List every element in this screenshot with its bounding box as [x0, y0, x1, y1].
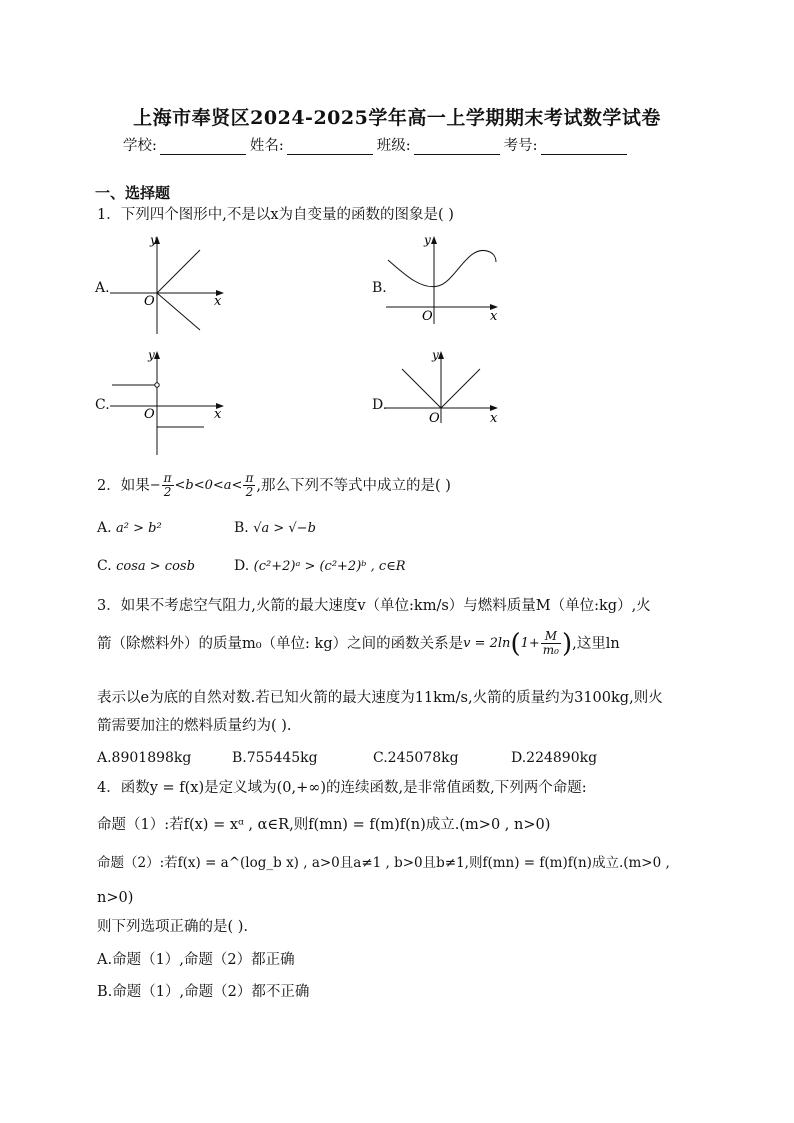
q1-c-x-label: x [214, 407, 222, 422]
q3-formula-one: 1+ [520, 635, 540, 651]
q1-option-d-label: D. [372, 397, 388, 413]
school-label: 学校: [123, 138, 157, 154]
q1-graph-d [386, 347, 501, 427]
q3-formula-pre: v = 2ln [463, 635, 511, 651]
section-title: 一、选择题 [95, 184, 171, 202]
q4-question: 则下列选项正确的是( ). [97, 919, 249, 935]
q1-b-x-label: x [490, 309, 498, 324]
q2-option-b[interactable]: B. √a > √−b [234, 520, 316, 536]
q3-line2b: ,这里ln [572, 635, 620, 652]
q1-a-y-label: y [150, 233, 157, 247]
q2-minus: − [149, 477, 161, 493]
class-label: 班级: [376, 138, 411, 154]
q4-line1: 4．函数y = f(x)是定义域为(0,+∞)的连续函数,是非常值函数,下列两个命题: [97, 780, 587, 796]
q3-option-a[interactable]: A.8901898kg [97, 750, 192, 766]
q2-pi-over-2-right: $\frac{\pi}{2}$ [245, 471, 254, 499]
name-label: 姓名: [249, 138, 284, 154]
q1-c-y-label: y [148, 348, 155, 362]
q3-option-b[interactable]: B.755445kg [232, 750, 318, 766]
q3-option-d[interactable]: D.224890kg [511, 750, 598, 766]
id-blank[interactable] [541, 140, 627, 155]
q1-d-x-label: x [490, 411, 498, 426]
q3-paren-left: ( [510, 628, 521, 659]
q4-prop2: 命题（2）:若f(x) = a^(log_b x) , a>0且a≠1 , b>0且b≠1,则f(mn) = f(m)f(n)成立.(m>0 , [97, 855, 670, 871]
q1-b-origin: O [422, 309, 433, 324]
q4-prop1: 命题（1）:若f(x) = xᵅ , α∈R,则f(mn) = f(m)f(n)成立.(m>0 , n>0) [97, 817, 551, 833]
id-label: 考号: [503, 138, 538, 154]
q1-option-a-label: A. [95, 280, 110, 296]
q2-stem [97, 472, 451, 499]
q1-d-y-label: y [432, 348, 439, 362]
q2-option-d[interactable]: D. (c²+2)ᵃ > (c²+2)ᵇ , c∈R [234, 558, 406, 574]
q3-line1: 3．如果不考虑空气阻力,火箭的最大速度v（单位:km/s）与燃料质量M（单位:kg）,火 [97, 598, 651, 614]
q1-option-b-label: B. [372, 280, 387, 296]
q1-stem: 1．下列四个图形中,不是以x为自变量的函数的图象是( ) [97, 207, 454, 223]
q4-option-b[interactable]: B.命题（1）,命题（2）都不正确 [97, 984, 310, 1000]
student-info-row [123, 134, 631, 155]
q3-line2a: 箭（除燃料外）的质量m₀（单位: kg）之间的函数关系是 [97, 635, 464, 652]
q2-option-a[interactable]: A. a² > b² [97, 520, 162, 536]
q2-prefix: 2．如果 [97, 477, 150, 494]
q2-option-c[interactable]: C. cosa > cosb [97, 558, 195, 574]
q1-a-origin: O [144, 294, 155, 309]
q3-fraction: $\frac{M}{\text{m₀}}$ [542, 629, 559, 657]
q1-b-y-label: y [424, 233, 431, 247]
q3-line3: 表示以e为底的自然对数.若已知火箭的最大速度为11km/s,火箭的质量约为3100kg,则火 [97, 690, 663, 706]
q1-option-c-label: C. [95, 397, 110, 413]
q1-graph-c [110, 347, 230, 459]
q1-graph-a [110, 232, 230, 337]
q1-c-origin: O [144, 407, 155, 422]
page-title: 上海市奉贤区2024-2025学年高一上学期期末考试数学试卷 [133, 107, 661, 129]
school-blank[interactable] [160, 140, 246, 155]
q3-line4: 箭需要加注的燃料质量约为( ). [97, 718, 292, 734]
q3-paren-right: ) [561, 628, 573, 659]
q3-line2 [97, 630, 620, 657]
q4-option-a[interactable]: A.命题（1）,命题（2）都正确 [97, 952, 295, 968]
q2-middle: <b<0<a< [174, 477, 243, 493]
q1-graph-b [386, 232, 501, 327]
name-blank[interactable] [287, 140, 373, 155]
class-blank[interactable] [414, 140, 500, 155]
q3-option-c[interactable]: C.245078kg [373, 750, 459, 766]
q1-d-origin: O [429, 411, 440, 426]
q4-prop2-cont: n>0) [97, 890, 134, 906]
q2-suffix: ,那么下列不等式中成立的是( ) [256, 477, 451, 494]
q1-a-x-label: x [214, 294, 222, 309]
q2-pi-over-2-left: $\frac{\pi}{2}$ [163, 471, 172, 499]
